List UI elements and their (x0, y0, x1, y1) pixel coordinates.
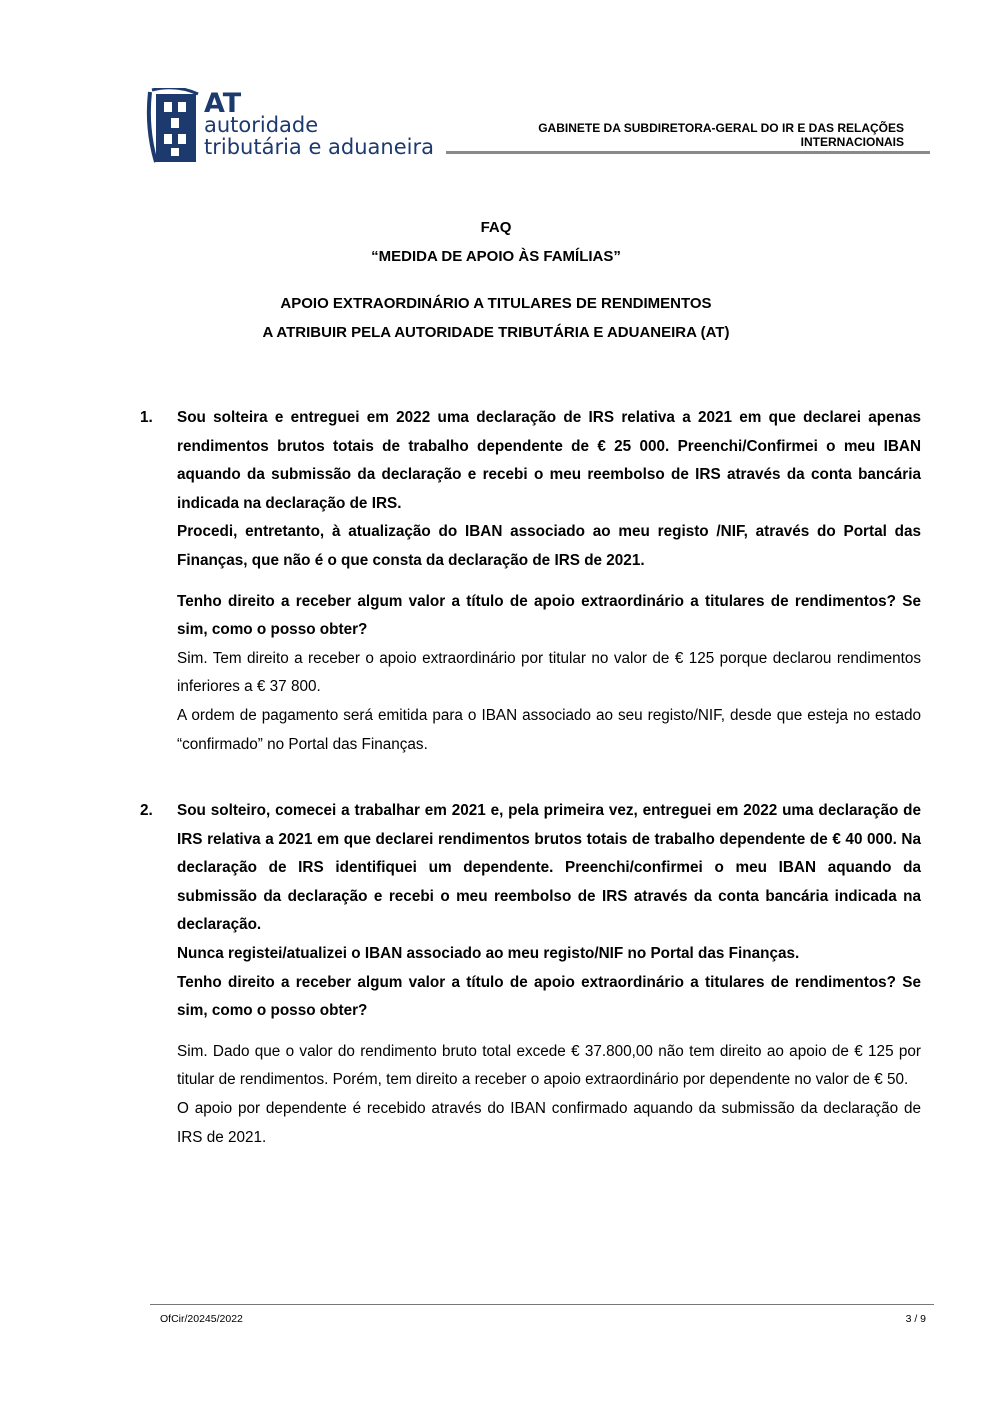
faq-item-1 (140, 404, 921, 759)
answer-paragraph: O apoio por dependente é recebido através do IBAN confirmado aquando da submissão da declaração de IRS de 2021. (177, 1099, 921, 1146)
question-paragraph: Sou solteira e entreguei em 2022 uma declaração de IRS relativa a 2021 em que declarei apenas rendimentos brutos totais de trabalho dependente de € 25 000. Preenchi/Confirmei o meu IBAN aquando da submissão da declaração e recebi o meu reembolso de IRS através da conta bancária indicada na declaração de IRS. (177, 409, 921, 512)
logo-line-2: tributária e aduaneira (204, 135, 434, 159)
answer-paragraph: Sim. Dado que o valor do rendimento bruto total excede € 37.800,00 não tem direito ao apoio de € 125 por titular de rendimentos. Porém, tem direito a receber o apoio extraordinário por dependente no valor de € 50. (177, 1042, 921, 1089)
question (140, 797, 921, 1026)
document-reference: OfCir/20245/2022 (160, 1313, 243, 1325)
question-paragraph: Nunca registei/atualizei o IBAN associado ao meu registo/NIF no Portal das Finanças. (177, 944, 800, 962)
title-block (0, 218, 992, 352)
question-prompt: Tenho direito a receber algum valor a título de apoio extraordinário a titulares de rendimentos? Se sim, como o posso obter? (177, 973, 921, 1020)
footer-rule (150, 1304, 934, 1305)
support-title-line-1: APOIO EXTRAORDINÁRIO A TITULARES DE RENDIMENTOS (280, 295, 712, 312)
cabinet-heading (474, 121, 904, 149)
answer (140, 645, 921, 759)
item-number: 1. (140, 409, 153, 426)
question (140, 404, 921, 645)
cabinet-line-2: INTERNACIONAIS (800, 135, 904, 149)
answer (140, 1038, 921, 1152)
answer-paragraph: A ordem de pagamento será emitida para o IBAN associado ao seu registo/NIF, desde que esteja no estado “confirmado” no Portal das Finanças. (177, 706, 921, 753)
faq-item-2 (140, 797, 921, 1152)
logo-at-text: AT (204, 88, 242, 119)
faq-title: FAQ (480, 219, 512, 236)
item-number: 2. (140, 802, 153, 819)
logo-line-1: autoridade (204, 113, 319, 137)
answer-paragraph: Sim. Tem direito a receber o apoio extraordinário por titular no valor de € 125 porque declarou rendimentos inferiores a € 37 800. (177, 649, 921, 696)
header-rule (446, 151, 930, 154)
question-prompt: Tenho direito a receber algum valor a título de apoio extraordinário a titulares de rendimentos? Se sim, como o posso obter? (177, 592, 921, 639)
at-logo (146, 88, 436, 168)
question-paragraph: Procedi, entretanto, à atualização do IBAN associado ao meu registo /NIF, através do Portal das Finanças, que não é o que consta da declaração de IRS de 2021. (177, 523, 921, 569)
coat-of-arms-icon (146, 88, 202, 166)
measure-title: “MEDIDA DE APOIO ÀS FAMÍLIAS” (371, 248, 621, 265)
support-title-line-2: A ATRIBUIR PELA AUTORIDADE TRIBUTÁRIA E ADUANEIRA (AT) (262, 324, 730, 341)
question-paragraph: Sou solteiro, comecei a trabalhar em 2021 e, pela primeira vez, entreguei em 2022 uma declaração de IRS relativa a 2021 em que declarei rendimentos brutos totais de trabalho dependente de € 40 000. Na declaração de IRS identifiquei um dependente. Preenchi/confirmei o meu IBAN aquando da submissão da declaração e recebi o meu reembolso de IRS através da conta bancária indicada na declaração. (177, 802, 921, 934)
cabinet-line-1: GABINETE DA SUBDIRETORA-GERAL DO IR E DAS RELAÇÕES (538, 121, 904, 135)
page-number: 3 / 9 (905, 1313, 926, 1325)
